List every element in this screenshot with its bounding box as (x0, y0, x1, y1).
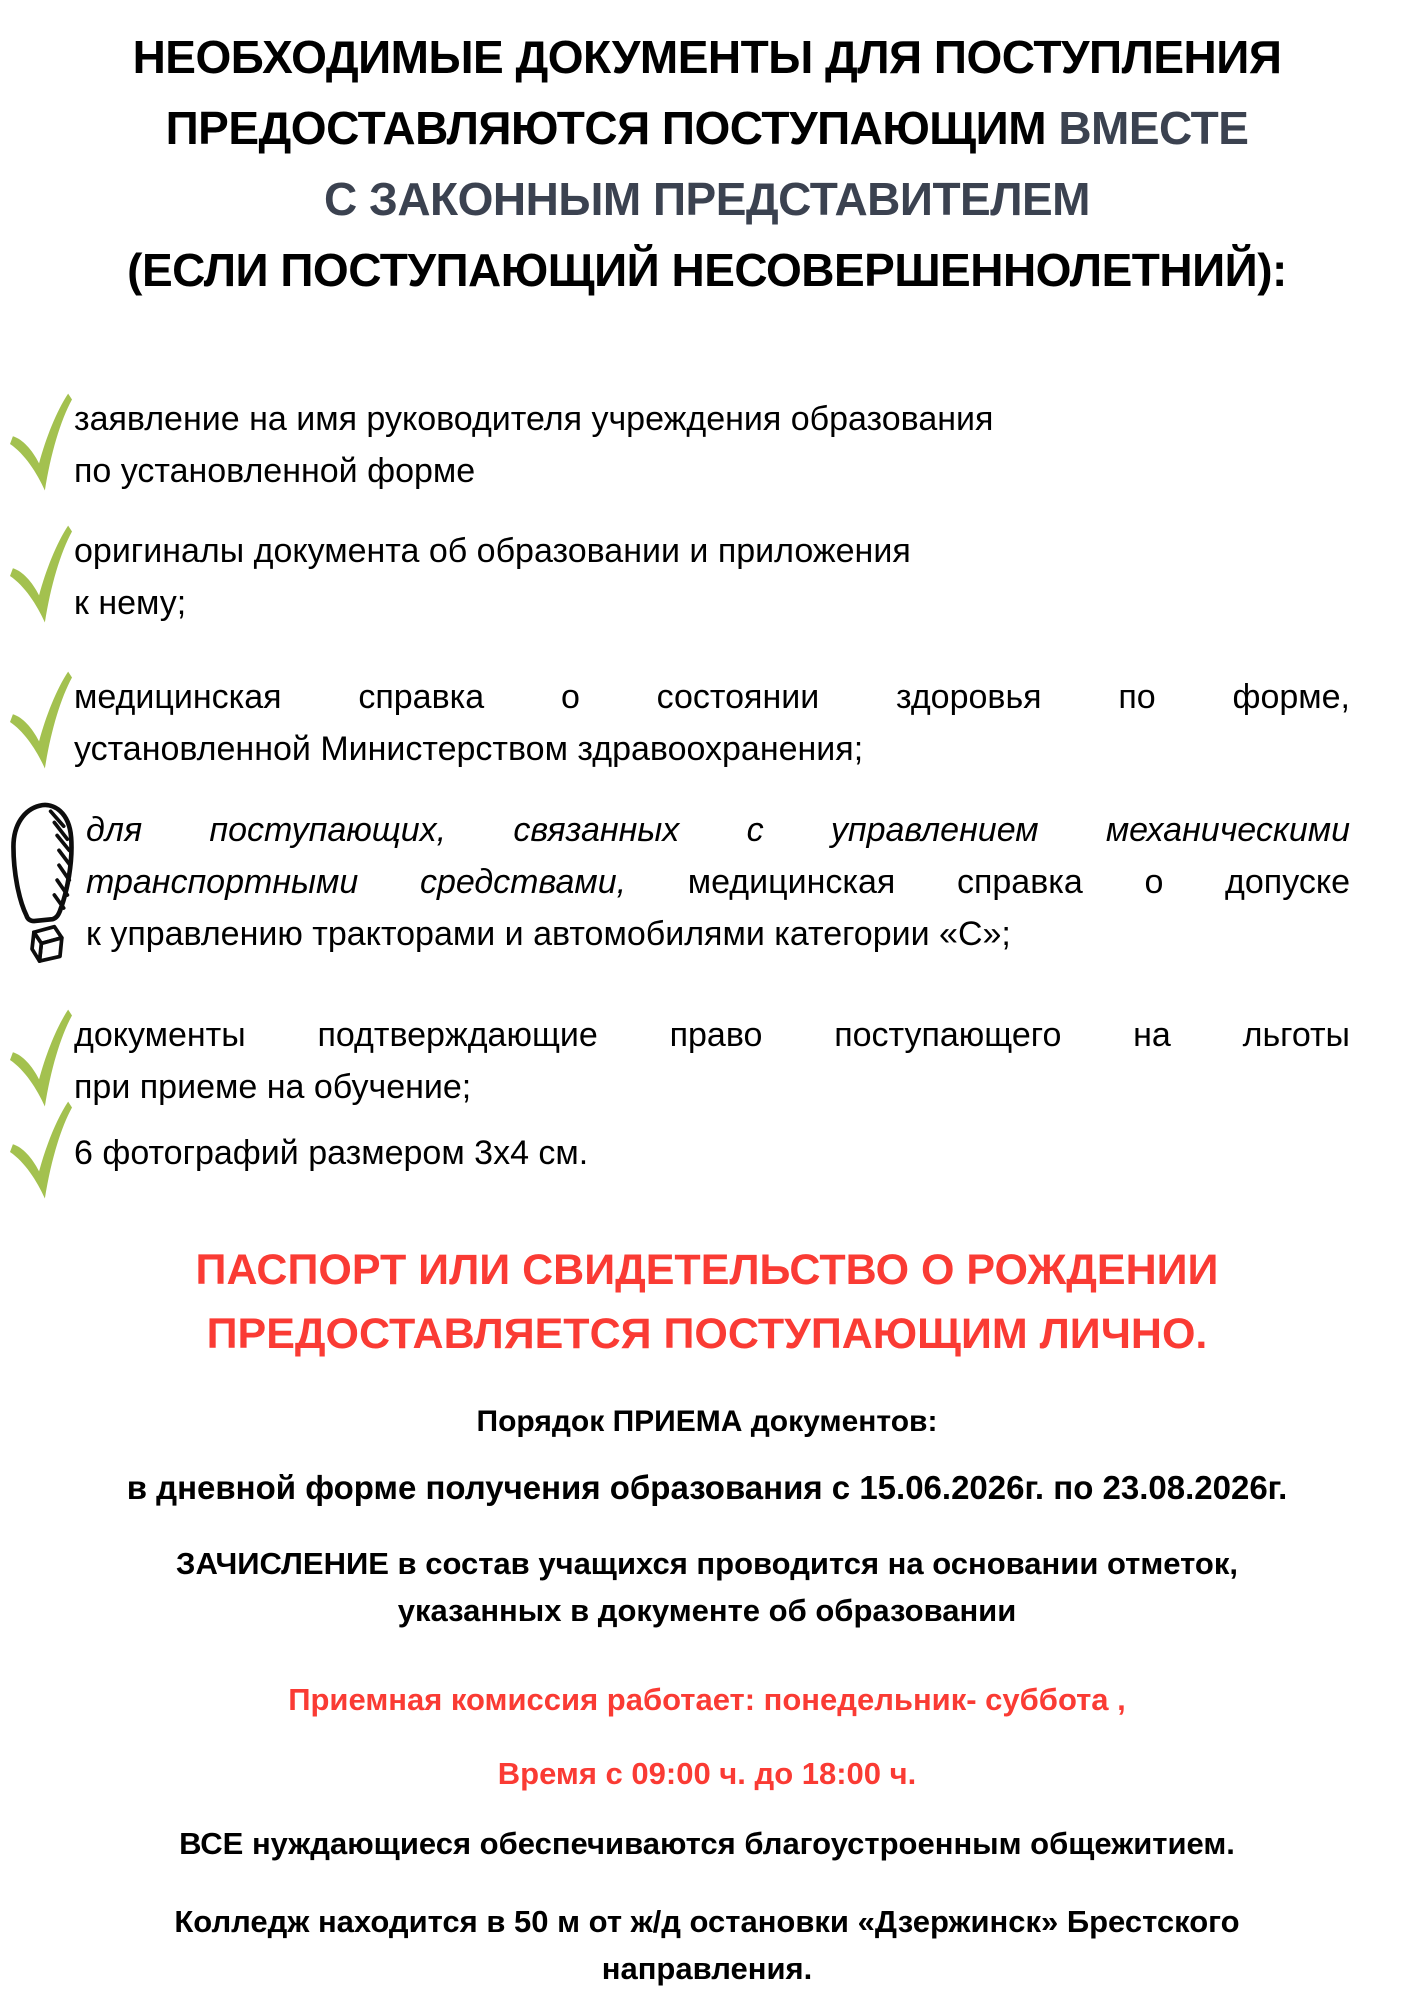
college-location-line-2: направления. (601, 1951, 813, 1986)
page-title-line-3: С ЗАКОННЫМ ПРЕДСТАВИТЕЛЕМ (324, 173, 1090, 225)
checkmark-icon (10, 392, 74, 498)
item-text (74, 1127, 1350, 1179)
dormitory-note: ВСЕ нуждающиеся обеспечиваются благоустроенным общежитием. (179, 1826, 1235, 1861)
item-line (86, 856, 1350, 908)
passport-notice-line-1: ПАСПОРТ ИЛИ СВИДЕТЕЛЬСТВО О РОЖДЕНИИ (195, 1246, 1219, 1294)
item-text (74, 671, 1350, 775)
item-line: при приеме на обучение; (74, 1068, 472, 1106)
checklist-item-originals (10, 524, 1350, 630)
item-text (86, 804, 1350, 960)
passport-notice-line-2: ПРЕДОСТАВЛЯЕТСЯ ПОСТУПАЮЩИМ ЛИЧНО. (206, 1310, 1208, 1358)
admission-dates: в дневной форме получения образования с 15.06.2026г. по 23.08.2026г. (126, 1469, 1288, 1506)
page-title (0, 22, 1414, 306)
item-text (74, 525, 1350, 629)
checkmark-icon (10, 670, 74, 776)
checklist-item-photos (10, 1100, 1350, 1206)
admission-order-title: Порядок ПРИЕМА документов: (476, 1405, 938, 1438)
item-line: по установленной форме (74, 452, 476, 490)
item-line: заявление на имя руководителя учреждения образования (74, 400, 994, 438)
checklist-item-application (10, 392, 1350, 498)
checklist-item-benefits (10, 1008, 1350, 1114)
page-title-line-2 (0, 93, 1414, 164)
checkmark-icon (10, 1008, 74, 1114)
item-line-italic-part: транспортными средствами, (86, 863, 627, 901)
college-location (0, 1898, 1414, 1992)
item-line: 6 фотографий размером 3х4 см. (74, 1134, 589, 1172)
commission-hours: Время с 09:00 ч. до 18:00 ч. (497, 1756, 917, 1791)
checklist-item-medical (10, 670, 1350, 776)
item-text (74, 393, 1350, 497)
item-line: к нему; (74, 584, 187, 622)
page-title-line-1: НЕОБХОДИМЫЕ ДОКУМЕНТЫ ДЛЯ ПОСТУПЛЕНИЯ (132, 31, 1282, 83)
enrollment-note-line-2: указанных в документе об образовании (397, 1593, 1017, 1628)
item-line: установленной Министерством здравоохранения; (74, 730, 864, 768)
item-line: для поступающих, связанных с управлением механическими (86, 811, 1350, 849)
item-line: оригиналы документа об образовании и приложения (74, 532, 911, 570)
enrollment-note-line-1: ЗАЧИСЛЕНИЕ в состав учащихся проводится на основании отметок, (176, 1546, 1238, 1581)
commission-schedule: Приемная комиссия работает: понедельник- суббота , (288, 1682, 1126, 1717)
item-line: к управлению тракторами и автомобилями категории «С»; (86, 915, 1011, 953)
exclamation-doodle-icon (10, 796, 86, 968)
college-location-line-1: Колледж находится в 50 м от ж/д остановки «Дзержинск» Брестского (174, 1904, 1240, 1939)
page-title-line-2-accent: ВМЕСТЕ (1058, 102, 1249, 154)
item-line: документы подтверждающие право поступающего на льготы (74, 1016, 1350, 1054)
item-line: медицинская справка о состоянии здоровья по форме, (74, 678, 1350, 716)
item-text (74, 1009, 1350, 1113)
checkmark-icon (10, 524, 74, 630)
checklist-item-drivers-medical (10, 796, 1350, 968)
enrollment-note (0, 1540, 1414, 1634)
page-title-line-4: (ЕСЛИ ПОСТУПАЮЩИЙ НЕСОВЕРШЕННОЛЕТНИЙ): (127, 244, 1287, 296)
passport-notice (0, 1238, 1414, 1366)
checkmark-icon (10, 1100, 74, 1206)
page-title-line-2-black: ПРЕДОСТАВЛЯЮТСЯ ПОСТУПАЮЩИМ (165, 102, 1059, 154)
item-line-regular-part: медицинская справка о допуске (626, 863, 1351, 901)
